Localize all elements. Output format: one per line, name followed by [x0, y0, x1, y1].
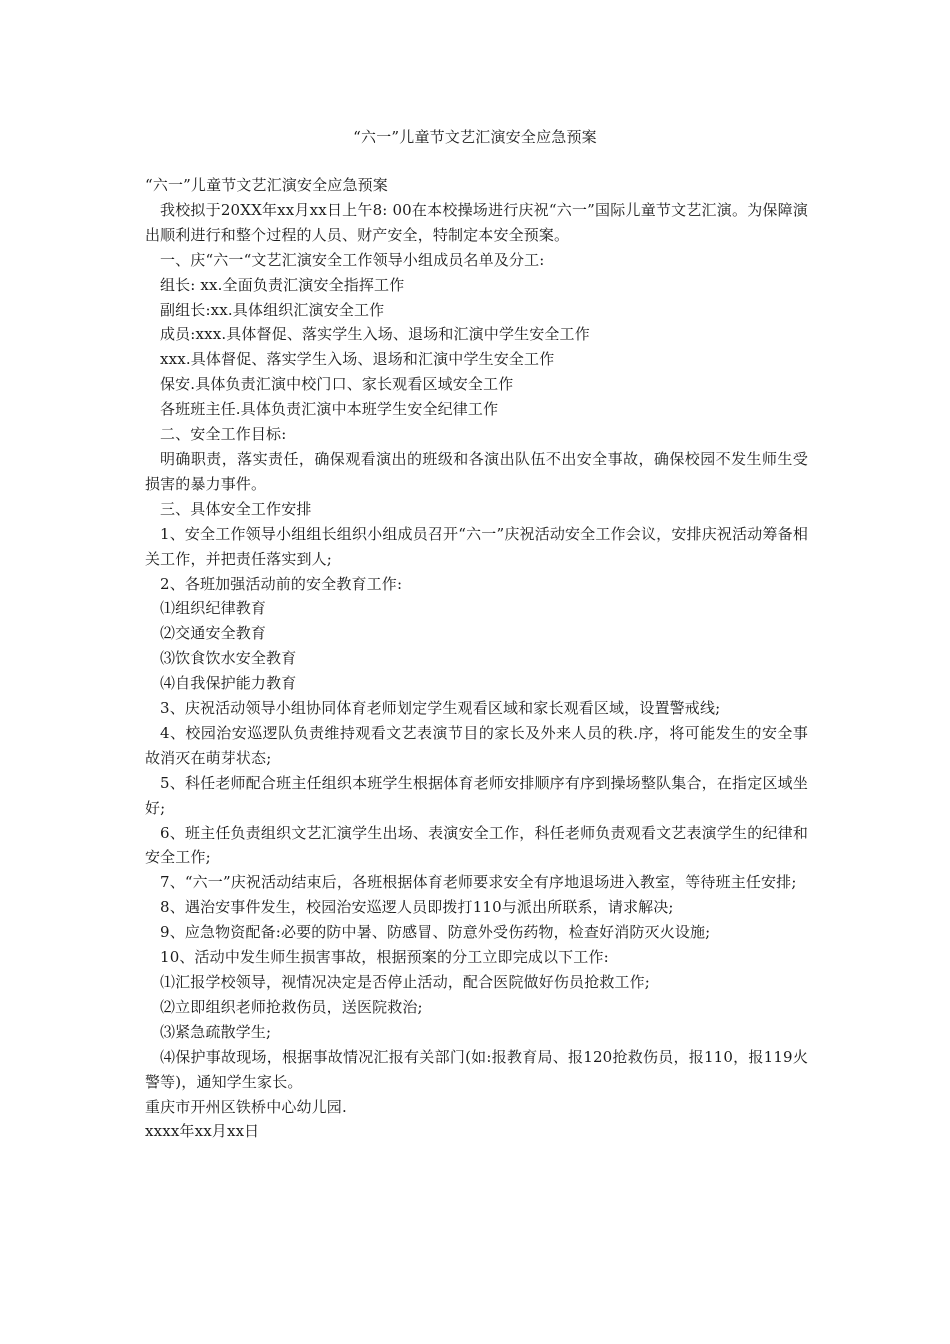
- head-teacher-line: 各班班主任.具体负责汇演中本班学生安全纪律工作: [160, 400, 499, 419]
- arrangement-item-5: 5、科任老师配合班主任组织本班学生根据体育老师安排顺序有序到操场整队集合，在指定区域坐好;: [145, 773, 808, 817]
- section-1-heading: 一、庆“六一“文艺汇演安全工作领导小组成员名单及分工:: [160, 250, 545, 269]
- arrangement-item-6: 6、班主任负责组织文艺汇演学生出场、表演安全工作，科任老师负责观看文艺表演学生的纪律和安全工作;: [145, 823, 808, 867]
- education-item-1: ⑴组织纪律教育: [160, 599, 267, 618]
- arrangement-item-8: 8、遇治安事件发生，校园治安巡逻人员即拨打110与派出所联系，请求解决;: [160, 898, 674, 917]
- education-item-4: ⑷自我保护能力教育: [160, 674, 297, 693]
- section-2-heading: 二、安全工作目标:: [160, 425, 287, 444]
- member-line-2: xxx.具体督促、落实学生入场、退场和汇演中学生安全工作: [160, 350, 555, 369]
- education-item-3: ⑶饮食饮水安全教育: [160, 649, 297, 668]
- arrangement-item-3: 3、庆祝活动领导小组协同体育老师划定学生观看区域和家长观看区域，设置警戒线;: [160, 699, 721, 718]
- goal-paragraph: 明确职责，落实责任，确保观看演出的班级和各演出队伍不出安全事故，确保校园不发生师生受损害的暴力事件。: [145, 449, 808, 493]
- emergency-step-1: ⑴汇报学校领导，视情况决定是否停止活动，配合医院做好伤员抢救工作;: [160, 973, 651, 991]
- arrangement-item-4: 4、校园治安巡逻队负责维持观看文艺表演节目的家长及外来人员的秩.序，将可能发生的安全事故消灭在萌芽状态;: [145, 723, 808, 767]
- intro-paragraph: 我校拟于20XX年xx月xx日上午8: 00在本校操场进行庆祝“六一”国际儿童节文艺汇演。为保障演出顺利进行和整个过程的人员、财产安全，特制定本安全预案。: [145, 200, 808, 244]
- emergency-step-2: ⑵立即组织老师抢救伤员，送医院救治;: [160, 997, 423, 1016]
- arrangement-item-7: 7、“六一”庆祝活动结束后，各班根据体育老师要求安全有序地退场进入教室，等待班主任安排;: [160, 873, 797, 892]
- arrangement-item-9: 9、应急物资配备:必要的防中暑、防感冒、防意外受伤药物，检查好消防灭火设施;: [160, 923, 711, 942]
- education-item-2: ⑵交通安全教育: [160, 624, 267, 643]
- deputy-leader-line: 副组长:xx.具体组织汇演安全工作: [160, 300, 385, 319]
- document-date: xxxx年xx月xx日: [145, 1122, 260, 1141]
- organization-name: 重庆市开州区铁桥中心幼儿园.: [145, 1097, 347, 1116]
- document-body: [145, 173, 808, 1144]
- document-title: “六一”儿童节文艺汇演安全应急预案: [353, 128, 597, 146]
- emergency-step-3: ⑶紧急疏散学生;: [160, 1022, 272, 1041]
- arrangement-item-2: 2、各班加强活动前的安全教育工作:: [160, 574, 403, 593]
- body-heading: “六一”儿童节文艺汇演安全应急预案: [145, 176, 388, 194]
- arrangement-item-10: 10、活动中发生师生损害事故，根据预案的分工立即完成以下工作:: [160, 948, 609, 967]
- section-3-heading: 三、具体安全工作安排: [160, 499, 312, 518]
- security-line: 保安.具体负责汇演中校门口、家长观看区域安全工作: [160, 375, 514, 394]
- emergency-step-4: ⑷保护事故现场，根据事故情况汇报有关部门(如:报教育局、报120抢救伤员，报110，报119火警等)，通知学生家长。: [145, 1047, 808, 1091]
- leader-line: 组长: xx.全面负责汇演安全指挥工作: [160, 275, 405, 294]
- arrangement-item-1: 1、安全工作领导小组组长组织小组成员召开“六一”庆祝活动安全工作会议，安排庆祝活动筹备相关工作，并把责任落实到人;: [145, 524, 808, 568]
- member-line-1: 成员:xxx.具体督促、落实学生入场、退场和汇演中学生安全工作: [160, 325, 590, 344]
